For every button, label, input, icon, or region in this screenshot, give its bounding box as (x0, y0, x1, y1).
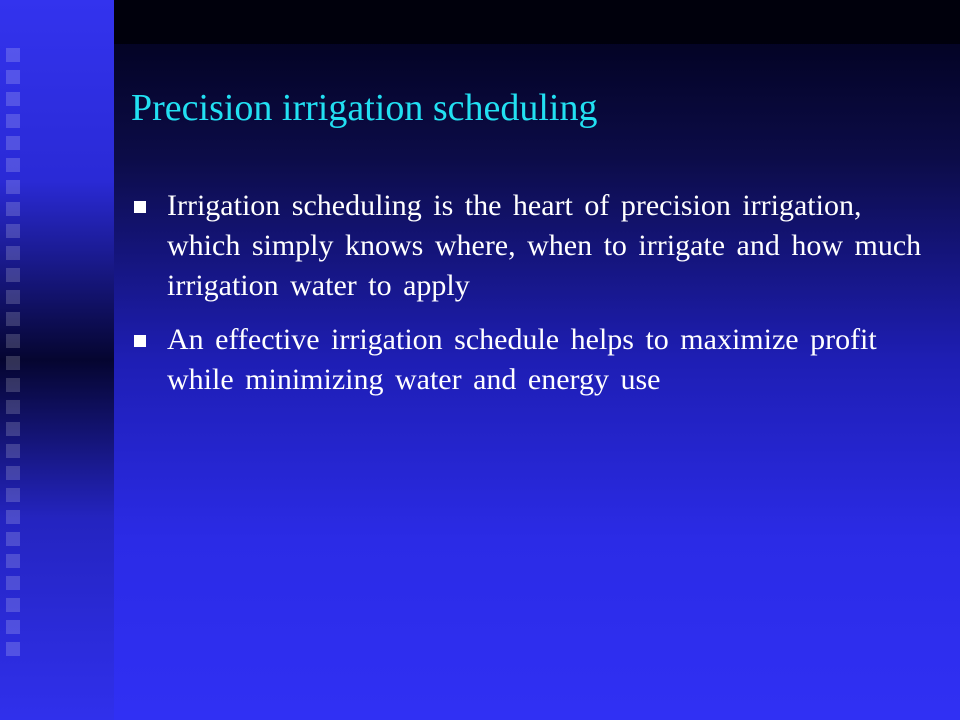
decorative-square (6, 444, 20, 458)
bullet-text: An effective irrigation schedule helps to maximize profit while minimizing water and energy use (167, 323, 877, 396)
bullet-list (131, 186, 931, 414)
decorative-square (6, 598, 20, 612)
bullet-text: Irrigation scheduling is the heart of precision irrigation, which simply knows where, when to irrigate and how much irrigation water to apply (167, 189, 922, 302)
decorative-square (6, 532, 20, 546)
decorative-square (6, 70, 20, 84)
square-bullet-icon (134, 335, 146, 347)
decorative-square (6, 290, 20, 304)
decorative-square (6, 92, 20, 106)
decorative-square (6, 422, 20, 436)
decorative-squares (6, 48, 28, 664)
decorative-square (6, 378, 20, 392)
bullet-item (131, 320, 931, 400)
decorative-square (6, 202, 20, 216)
top-dark-bar (114, 0, 960, 44)
decorative-square (6, 642, 20, 656)
decorative-square (6, 620, 20, 634)
square-bullet-icon (134, 201, 146, 213)
decorative-square (6, 334, 20, 348)
slide-title: Precision irrigation scheduling (131, 87, 598, 129)
decorative-square (6, 268, 20, 282)
left-decorative-band (0, 0, 114, 720)
decorative-square (6, 400, 20, 414)
decorative-square (6, 136, 20, 150)
decorative-square (6, 158, 20, 172)
decorative-square (6, 488, 20, 502)
decorative-square (6, 576, 20, 590)
decorative-square (6, 554, 20, 568)
decorative-square (6, 312, 20, 326)
decorative-square (6, 246, 20, 260)
decorative-square (6, 48, 20, 62)
decorative-square (6, 466, 20, 480)
decorative-square (6, 224, 20, 238)
decorative-square (6, 114, 20, 128)
decorative-square (6, 356, 20, 370)
bullet-item (131, 186, 931, 306)
decorative-square (6, 180, 20, 194)
decorative-square (6, 510, 20, 524)
